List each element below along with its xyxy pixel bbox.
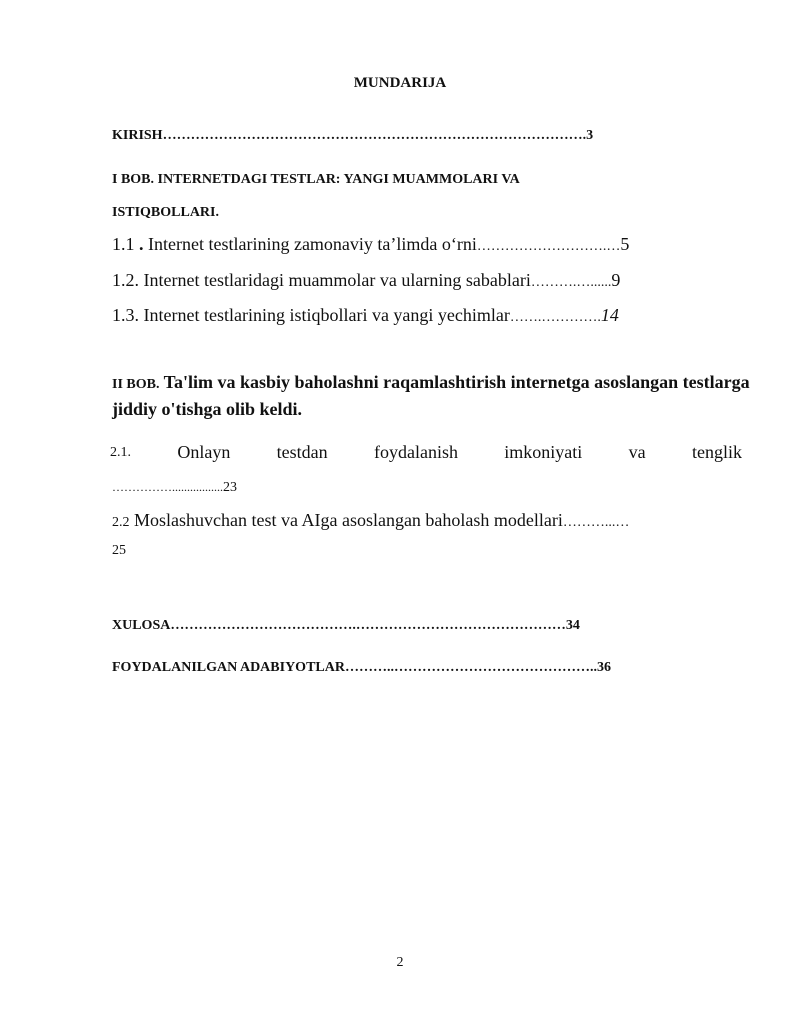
toc-entry-2-1[interactable] <box>110 442 742 463</box>
toc-page: 3 <box>586 128 594 143</box>
toc-word: imkoniyati <box>504 442 583 462</box>
toc-separator: . <box>134 234 148 254</box>
toc-page: 23 <box>223 480 237 495</box>
toc-dots: ………...… <box>562 515 630 530</box>
toc-number: 2.1. <box>110 444 131 460</box>
toc-page: 9 <box>611 270 621 290</box>
toc-dots: ……………................. <box>112 480 223 494</box>
toc-word: Onlayn <box>177 442 231 462</box>
toc-word: tenglik <box>691 442 742 462</box>
toc-entry-2-2[interactable] <box>112 510 629 531</box>
toc-text: Internet testlarining zamonaviy ta’limda o‘rni <box>148 234 477 254</box>
page-title: MUNDARIJA <box>353 75 447 91</box>
toc-page: 14 <box>600 305 619 325</box>
toc-text: 1.3. Internet testlarining istiqbollari va yangi yechimlar <box>112 305 510 325</box>
toc-word: foydalanish <box>373 442 458 462</box>
toc-page: 34 <box>565 618 580 633</box>
toc-dots: ……………………….… <box>476 239 621 254</box>
toc-word: testdan <box>276 442 328 462</box>
toc-page: 25 <box>112 543 126 558</box>
toc-label: XULOSA <box>112 618 171 633</box>
toc-entry-1-1[interactable] <box>112 234 629 255</box>
toc-label: KIRISH <box>112 128 163 143</box>
toc-chapter-2 <box>112 370 752 421</box>
toc-dots: ………………………………….……………………………………… <box>170 618 566 633</box>
toc-page: 36 <box>596 660 611 675</box>
toc-dots: …….…………. <box>509 310 601 325</box>
toc-entry-1-3[interactable] <box>112 305 619 326</box>
toc-dots: ……….…...... <box>530 275 612 290</box>
page-number: 2 <box>396 955 404 970</box>
toc-dots: ………………………………………………………………………………. <box>162 128 587 143</box>
chapter-title: Ta'lim va kasbiy baholashni raqamlashtirish internetga asoslangan testlarga jiddiy o'tishga olib keldi. <box>112 372 750 419</box>
toc-page: 5 <box>620 234 630 254</box>
toc-chapter-1-line1: I BOB. INTERNETDAGI TESTLAR: YANGI MUAMMOLARI VA <box>112 172 520 187</box>
toc-dots: ………..…………………………………….. <box>344 660 597 675</box>
toc-word: va <box>628 442 646 462</box>
toc-label: FOYDALANILGAN ADABIYOTLAR <box>112 660 345 675</box>
toc-entry-xulosa[interactable] <box>112 618 580 634</box>
toc-entry-1-2[interactable] <box>112 270 620 291</box>
toc-number: 1.1 <box>112 234 135 254</box>
toc-chapter-1-line2: ISTIQBOLLARI. <box>112 205 219 220</box>
toc-entry-2-1-cont <box>112 478 237 496</box>
toc-text: 1.2. Internet testlaridagi muammolar va ularning sabablari <box>112 270 531 290</box>
toc-entry-bibliography[interactable] <box>112 660 611 676</box>
toc-number: 2.2 <box>112 515 130 530</box>
toc-entry-kirish[interactable] <box>112 128 593 144</box>
chapter-prefix: II BOB. <box>112 377 160 392</box>
toc-text: Moslashuvchan test va AIga asoslangan baholash modellari <box>134 510 563 530</box>
